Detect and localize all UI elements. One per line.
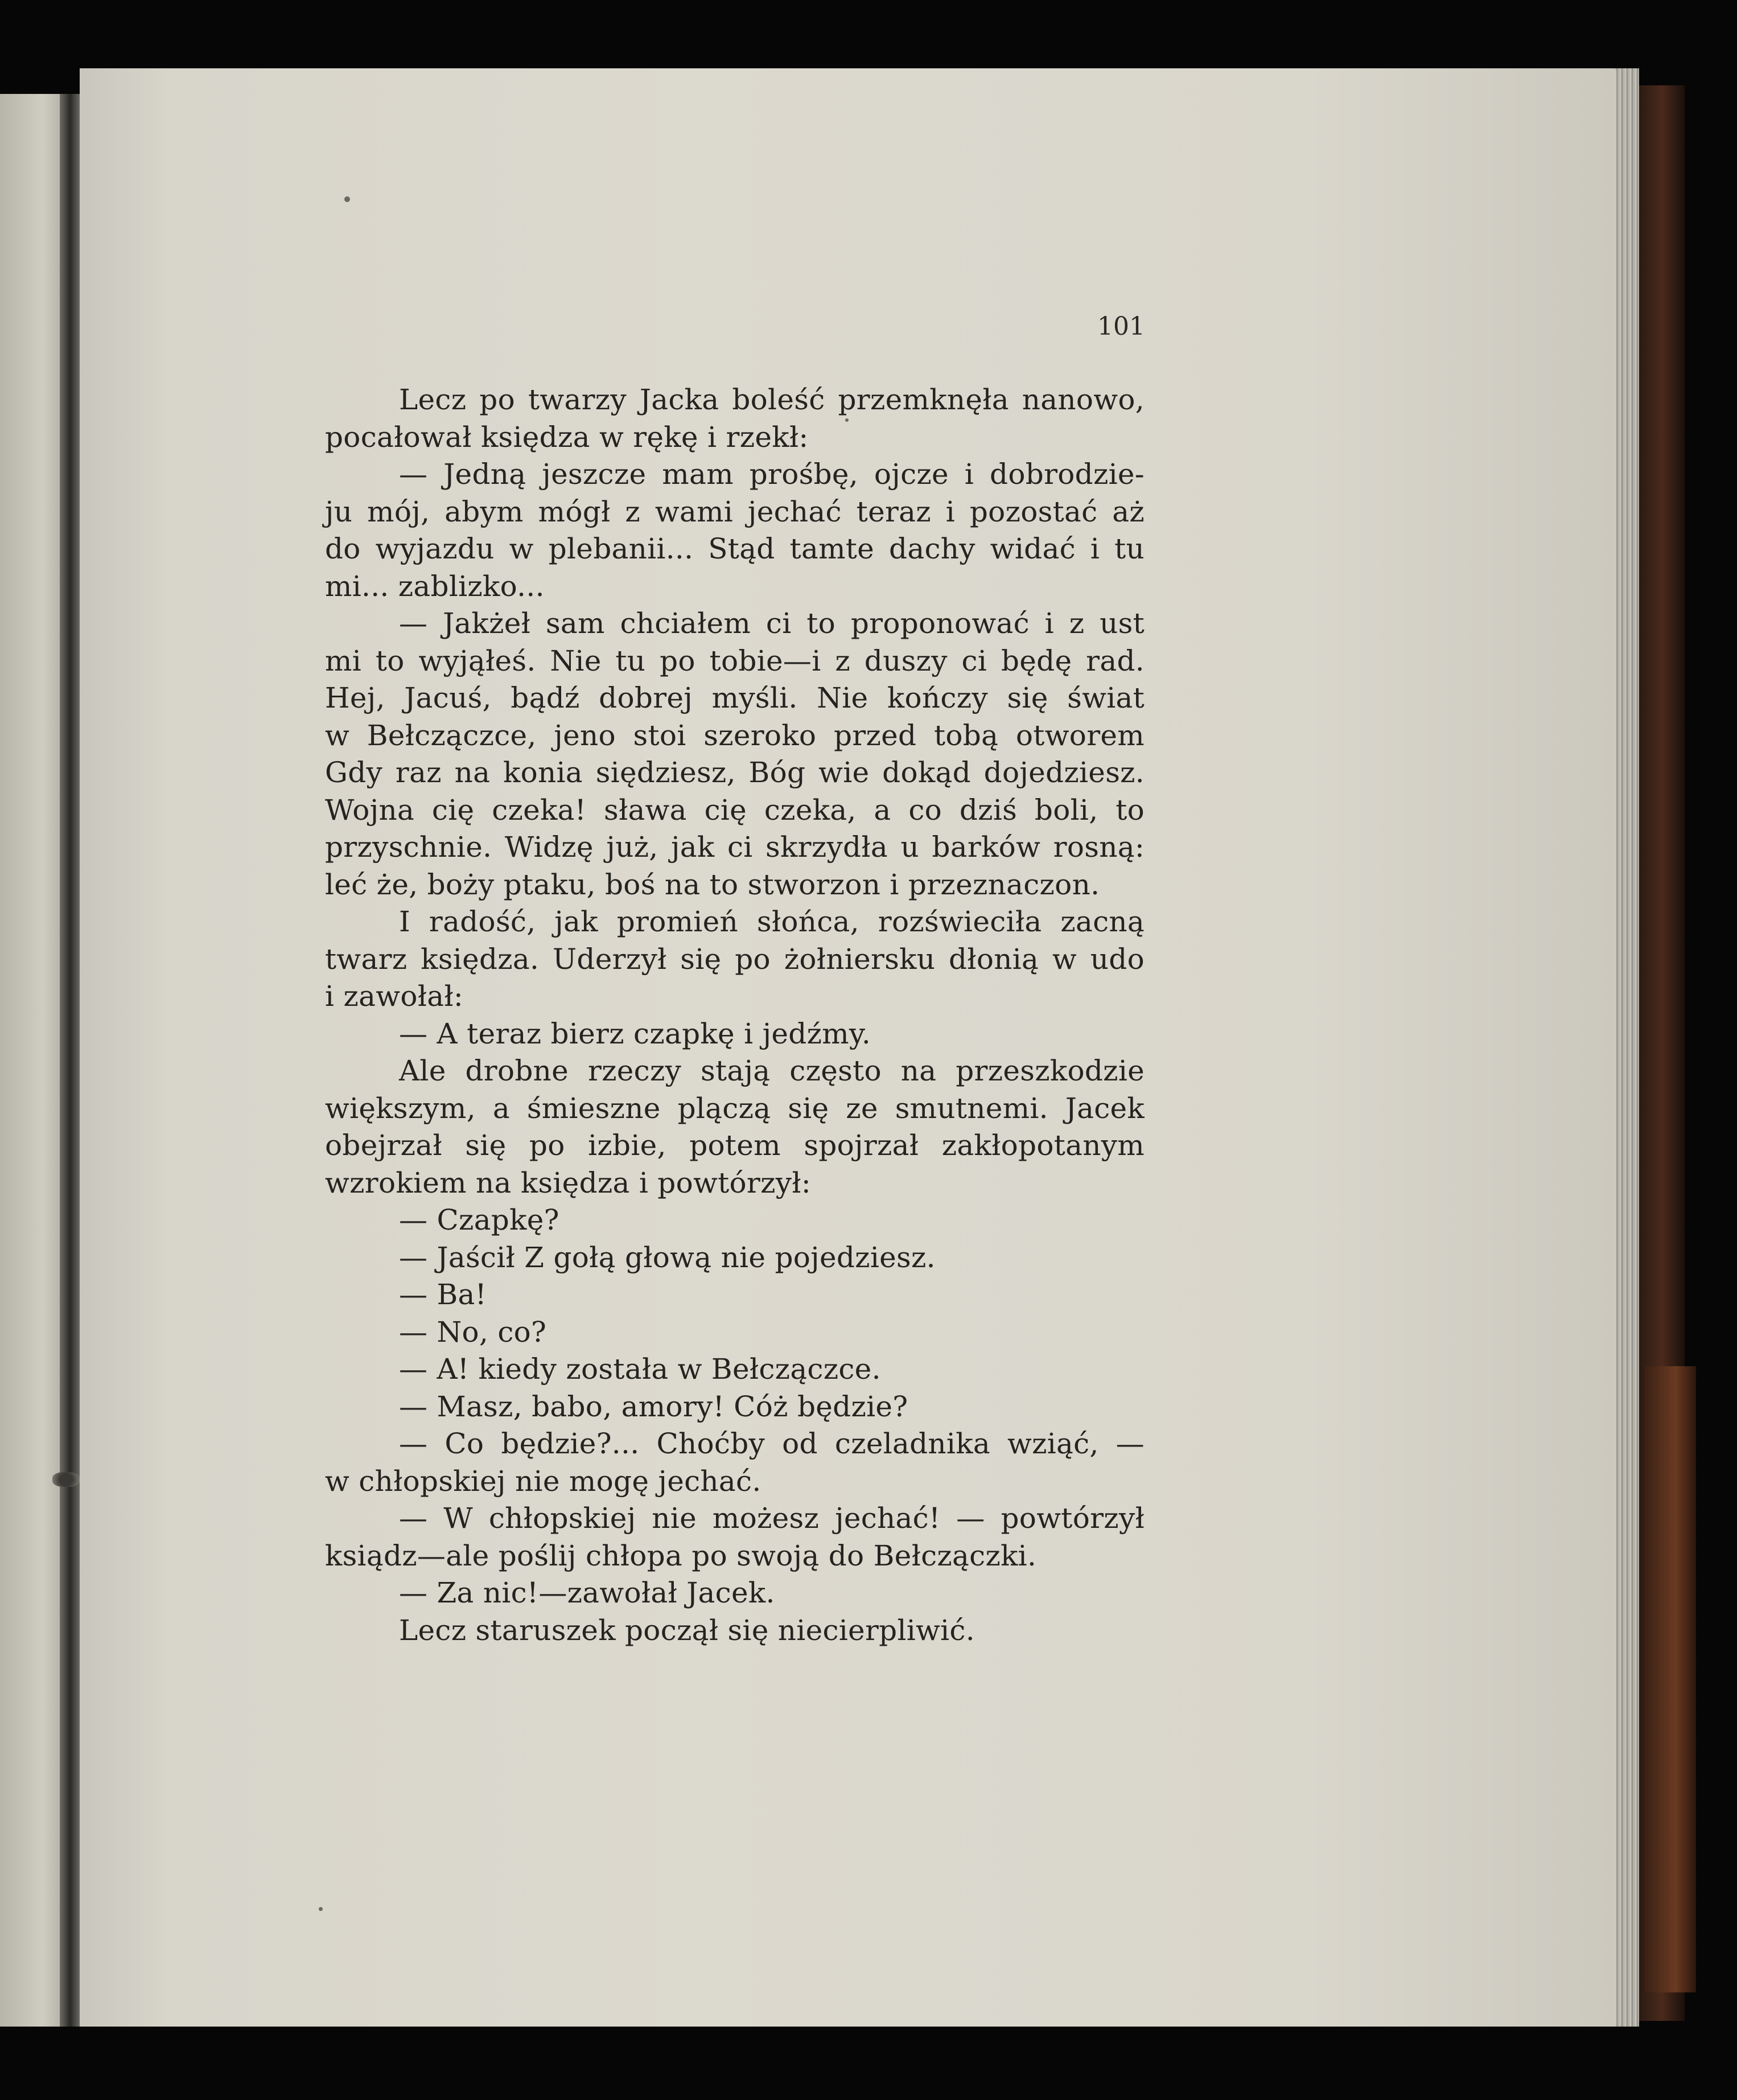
- text-line: ju mój, abym mógł z wami jechać teraz i pozostać aż: [325, 495, 1145, 528]
- text-line: pocałował księdza w rękę i rzekł:: [325, 420, 809, 454]
- text-line: ksiądz—ale poślij chłopa po swoją do Bełczączki.: [325, 1539, 1037, 1572]
- text-line: obejrzał się po izbie, potem spojrzał zakłopotanym: [325, 1129, 1145, 1162]
- text-line: — Za nic!—zawołał Jacek.: [399, 1576, 775, 1609]
- text-line: — Ba!: [399, 1278, 487, 1311]
- text-line: — A teraz bierz czapkę i jedźmy.: [399, 1017, 871, 1050]
- text-line: wzrokiem na księdza i powtórzył:: [325, 1166, 811, 1199]
- text-line: — Jaścił Z gołą głową nie pojedziesz.: [399, 1240, 936, 1274]
- book-cover-lower-edge: [1645, 1366, 1696, 1992]
- text-line: w chłopskiej nie mogę jechać.: [325, 1464, 762, 1498]
- text-line: większym, a śmieszne plączą się ze smutnemi. Jacek: [325, 1091, 1145, 1125]
- text-line: i zawołał:: [325, 980, 464, 1013]
- text-line: — A! kiedy została w Bełczączce.: [399, 1353, 881, 1386]
- page-number: 101: [1097, 312, 1145, 341]
- text-line: leć że, boży ptaku, boś na to stworzon i przeznaczon.: [325, 868, 1100, 901]
- text-line: — No, co?: [399, 1315, 547, 1349]
- text-line: do wyjazdu w plebanii... Stąd tamte dachy widać i tu: [325, 532, 1145, 565]
- text-line: mi to wyjąłeś. Nie tu po tobie—i z duszy ci będę rad.: [325, 644, 1145, 677]
- page-text: [325, 381, 1145, 1649]
- text-line: — Masz, babo, amory! Cóż będzie?: [399, 1390, 908, 1423]
- paper-speck: [344, 196, 350, 202]
- text-line: I radość, jak promień słońca, rozświeciła zacną: [399, 905, 1145, 938]
- text-line: w Bełczączce, jeno stoi szeroko przed tobą otworem: [325, 718, 1145, 752]
- gutter-mark: [52, 1472, 80, 1487]
- text-line: Lecz po twarzy Jacka boleść przemknęła nanowo,: [399, 383, 1145, 416]
- text-line: — Co będzie?... Choćby od czeladnika wziąć, —: [399, 1427, 1145, 1460]
- text-line: — Jedną jeszcze mam prośbę, ojcze i dobrodzie-: [399, 458, 1145, 491]
- book-gutter: [60, 94, 83, 2027]
- text-line: — Czapkę?: [399, 1203, 559, 1236]
- text-line: Wojna cię czeka! sława cię czeka, a co dziś boli, to: [325, 793, 1145, 827]
- text-line: — W chłopskiej nie możesz jechać! — powtórzył: [399, 1502, 1145, 1535]
- text-line: Ale drobne rzeczy stają często na przeszkodzie: [399, 1054, 1145, 1087]
- text-line: przyschnie. Widzę już, jak ci skrzydła u barków rosną:: [325, 831, 1145, 864]
- text-line: Hej, Jacuś, bądź dobrej myśli. Nie kończy się świat: [325, 681, 1145, 714]
- text-line: — Jakżeł sam chciałem ci to proponować i z ust: [399, 607, 1145, 640]
- paper-speck: [319, 1907, 323, 1911]
- text-line: Lecz staruszek począł się niecierpliwić.: [399, 1613, 975, 1647]
- text-line: Gdy raz na konia siędziesz, Bóg wie dokąd dojedziesz.: [325, 756, 1145, 789]
- text-line: mi... zablizko...: [325, 569, 545, 603]
- text-line: twarz księdza. Uderzył się po żołniersku dłonią w udo: [325, 942, 1145, 976]
